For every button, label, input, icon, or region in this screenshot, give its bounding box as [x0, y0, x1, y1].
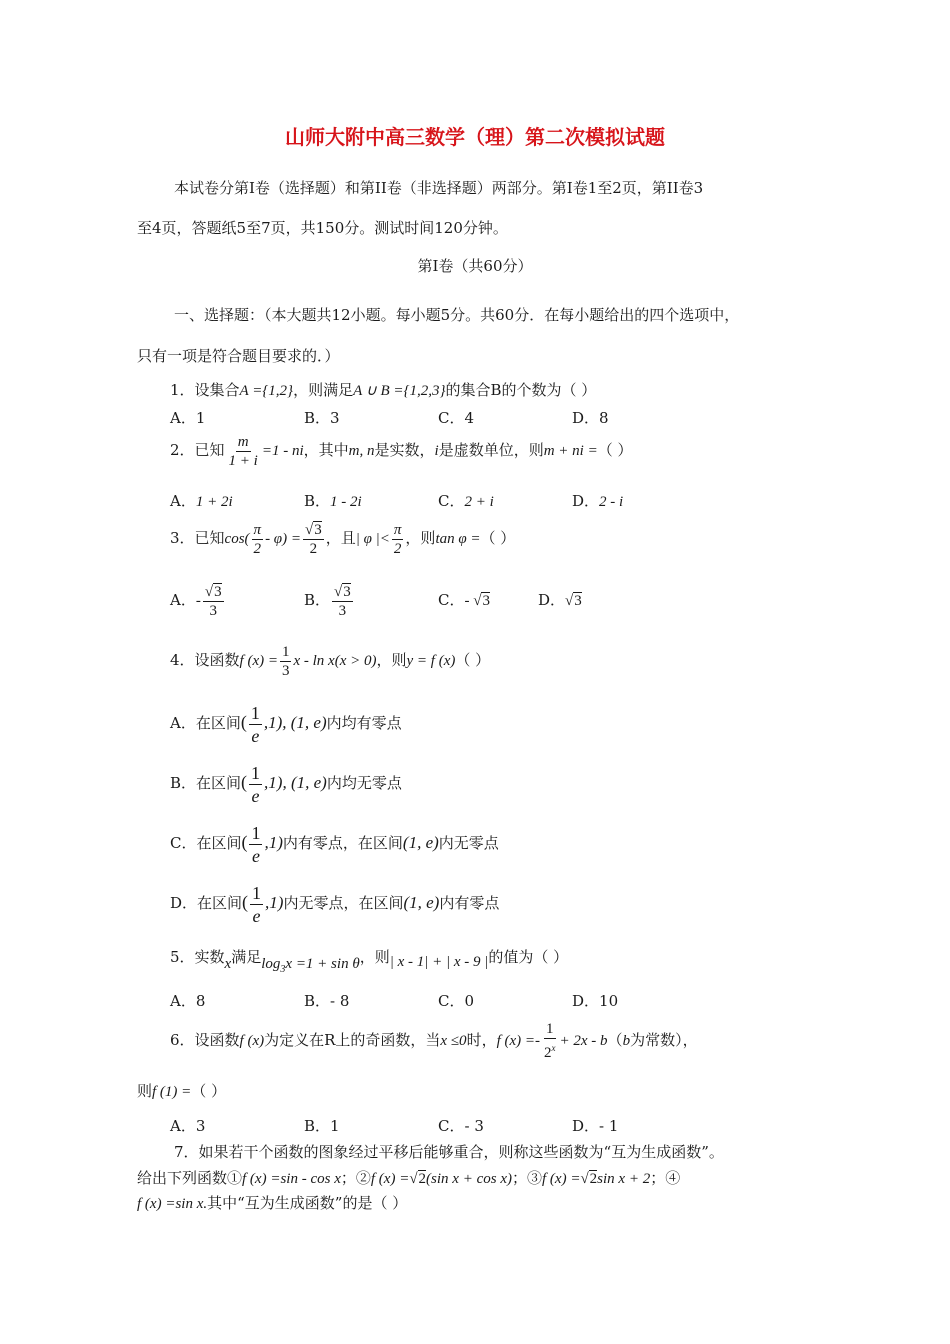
page-title: 山师大附中高三数学（理）第二次模拟试题	[285, 125, 665, 149]
section-title: 第Ⅰ卷（共60分）	[417, 257, 533, 275]
part-instruction-line-2: 只有一项是符合题目要求的．）	[137, 347, 340, 365]
question-3-option-b: B． $\frac{√3}{3}$	[304, 583, 351, 619]
question-3-option-c: C．- √3	[438, 591, 490, 609]
question-6-option-d: D．- 1	[572, 1117, 619, 1135]
question-6-stem: 6．设函数f (x)为定义在R上的奇函数，当x ≤0时，f (x) =- $\frac{1}{2^x}$ + 2x - b（b为常数），	[170, 1021, 698, 1061]
question-7-line-1: 7．如果若干个函数的图象经过平移后能够重合，则称这些函数为“互为生成函数”。	[174, 1143, 724, 1161]
question-2-option-d: D．2 - i	[572, 492, 624, 510]
question-6-option-c: C．- 3	[438, 1117, 484, 1135]
question-6-option-b: B．1	[304, 1117, 340, 1135]
question-6-option-a: A．3	[170, 1117, 206, 1135]
question-2-fraction: $\frac{m}{1 + i}$	[228, 433, 258, 469]
question-6-line-2: 则f (1) =（ ）	[137, 1082, 227, 1100]
question-4-option-a: A．在区间( $\frac{1}{e}$ ,1), (1, e)内均有零点	[170, 702, 402, 746]
question-2-option-c: C．2 + i	[438, 492, 494, 510]
question-1-stem: 1．设集合A ={1,2}，则满足A ∪ B ={1,2,3}的集合B的个数为（ ）	[170, 381, 597, 399]
question-7-line-2: 给出下列函数①f (x) =sin - cos x；②f (x) =√2(sin x + cos x)；③f (x) =√2sin x + 2；④	[137, 1169, 681, 1187]
question-5-option-c: C．0	[438, 992, 475, 1010]
question-5-option-d: D．10	[572, 992, 619, 1010]
question-4-stem: 4．设函数f (x) = $\frac{1}{3}$ x - ln x(x > 0)，则y = f (x)（ ）	[170, 643, 491, 679]
question-7-line-3: f (x) =sin x.其中“互为生成函数”的是（ ）	[137, 1194, 408, 1212]
intro-line-1: 本试卷分第Ⅰ卷（选择题）和第II卷（非选择题）两部分。第Ⅰ卷1至2页，第II卷3	[174, 179, 704, 197]
question-4-option-d: D．在区间( $\frac{1}{e}$ ,1)内无零点，在区间(1, e)内有零点	[170, 882, 500, 926]
intro-line-2: 至4页，答题纸5至7页，共150分。测试时间120分钟。	[137, 219, 508, 237]
question-1-option-c: C．4	[438, 409, 475, 427]
question-2-stem: 2．已知 $\frac{m}{1 + i}$ =1 - ni，其中m, n是实数，i是虚数单位，则m + ni =（ ）	[170, 433, 633, 469]
question-5-stem: 5．实数x满足$\log_3x =1 + \sin \theta$，则| x - 1| + | x - 9 |的值为（ ）	[170, 948, 569, 975]
question-5-option-a: A．8	[170, 992, 206, 1010]
part-instruction-line-1: 一、选择题：（本大题共12小题。每小题5分。共60分．在每小题给出的四个选项中，	[174, 306, 740, 324]
question-3-option-a: A．- $\frac{√3}{3}$	[170, 583, 222, 619]
question-2-option-b: B．1 - 2i	[304, 492, 362, 510]
question-3-stem: 3．已知cos( $\frac{\pi}{2}$ - φ) = $\frac{√3}{2}$ ，且| φ |< $\frac{\pi}{2}$ ，则tan φ =（ ）	[170, 521, 516, 557]
question-2-option-a: A．1 + 2i	[170, 492, 233, 510]
question-3-option-d: D．√3	[538, 591, 582, 609]
question-4-option-c: C．在区间( $\frac{1}{e}$ ,1)内有零点，在区间(1, e)内无零点	[170, 822, 499, 866]
question-1-option-d: D．8	[572, 409, 609, 427]
question-1-option-a: A．1	[170, 409, 206, 427]
question-1-option-b: B．3	[304, 409, 340, 427]
question-4-option-b: B．在区间( $\frac{1}{e}$ ,1), (1, e)内均无零点	[170, 762, 402, 806]
question-5-option-b: B．- 8	[304, 992, 350, 1010]
